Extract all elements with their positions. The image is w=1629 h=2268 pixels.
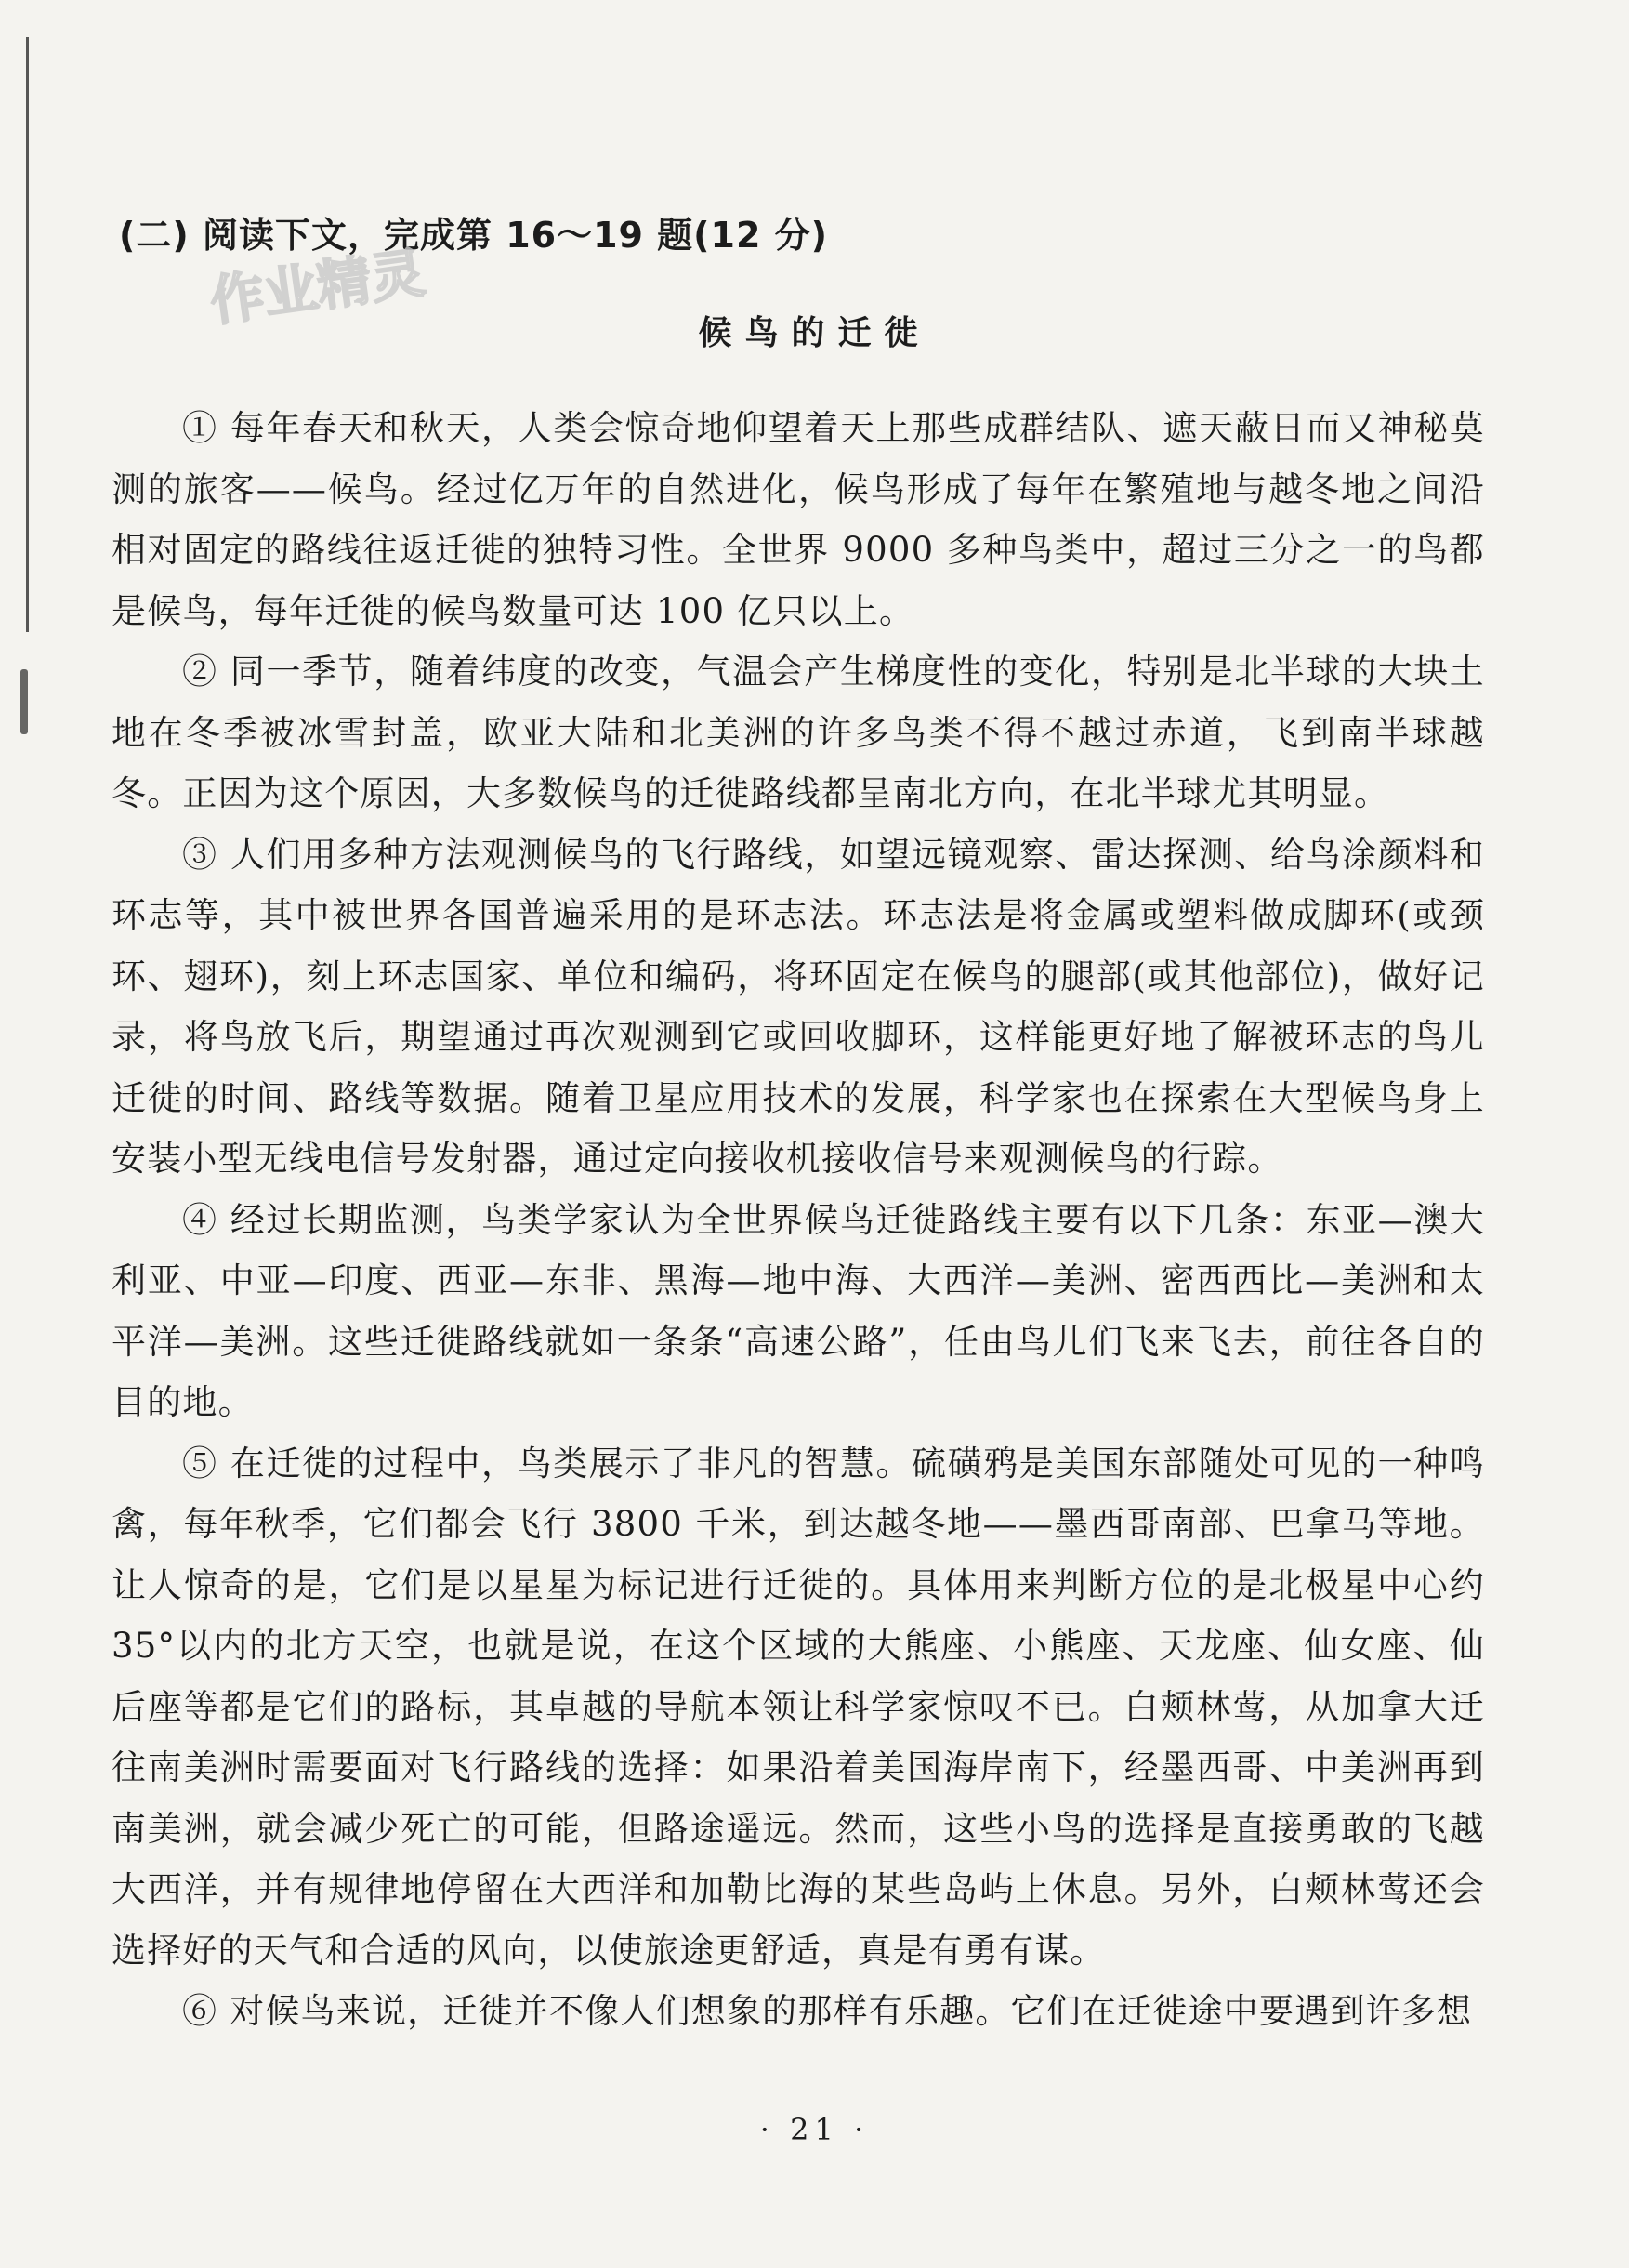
paragraph-3: ③ 人们用多种方法观测候鸟的飞行路线，如望远镜观察、雷达探测、给鸟涂颜料和环志等，其中被世界各国普遍采用的是环志法。环志法是将金属或塑料做成脚环(或颈环、翅环)，刻上环志国家、单位和编码，将环固定在候鸟的腿部(或其他部位)，做好记录，将鸟放飞后，期望通过再次观测到它或回收脚环，这样能更好地了解被环志的鸟儿迁徙的时间、路线等数据。随着卫星应用技术的发展，科学家也在探索在大型候鸟身上安装小型无线电信号发射器，通过定向接收机接收信号来观测候鸟的行踪。	[112, 834, 1485, 1179]
paragraph-6: ⑥ 对候鸟来说，迁徙并不像人们想象的那样有乐趣。它们在迁徙途中要遇到许多想	[182, 1991, 1473, 2031]
paragraph-2: ② 同一季节，随着纬度的改变，气温会产生梯度性的变化，特别是北半球的大块土地在冬季被冰雪封盖，欧亚大陆和北美洲的许多鸟类不得不越过赤道，飞到南半球越冬。正因为这个原因，大多数候鸟的迁徙路线都呈南北方向，在北半球尤其明显。	[112, 652, 1485, 813]
watermark-logo: 作业精灵	[206, 241, 429, 334]
paragraph-1: ① 每年春天和秋天，人类会惊奇地仰望着天上那些成群结队、遮天蔽日而又神秘莫测的旅客——候鸟。经过亿万年的自然进化，候鸟形成了每年在繁殖地与越冬地之间沿相对固定的路线往返迁徙的独特习性。全世界 9000 多种鸟类中，超过三分之一的鸟都是候鸟，每年迁徙的候鸟数量可达 100 亿只以上。	[112, 408, 1485, 631]
paragraph-5: ⑤ 在迁徙的过程中，鸟类展示了非凡的智慧。硫磺鸦是美国东部随处可见的一种鸣禽，每年秋季，它们都会飞行 3800 千米，到达越冬地——墨西哥南部、巴拿马等地。让人惊奇的是，它们是以星星为标记进行迁徙的。具体用来判断方位的是北极星中心约 35°以内的北方天空，也就是说，在这个区域的大熊座、小熊座、天龙座、仙女座、仙后座等都是它们的路标，其卓越的导航本领让科学家惊叹不已。白颊林莺，从加拿大迁往南美洲时需要面对飞行路线的选择：如果沿着美国海岸南下，经墨西哥、中美洲再到南美洲，就会减少死亡的可能，但路途遥远。然而，这些小鸟的选择是直接勇敢的飞越大西洋，并有规律地停留在大西洋和加勒比海的某些岛屿上休息。另外，白颊林莺还会选择好的天气和合适的风向，以使旅途更舒适，真是有勇有谋。	[112, 1443, 1485, 1971]
paragraph-4: ④ 经过长期监测，鸟类学家认为全世界候鸟迁徙路线主要有以下几条：东亚—澳大利亚、中亚—印度、西亚—东非、黑海—地中海、大西洋—美洲、密西西比—美洲和太平洋—美洲。这些迁徙路线就如一条条“高速公路”，任由鸟儿们飞来飞去，前往各自的目的地。	[112, 1199, 1485, 1422]
article-body	[112, 398, 1485, 2042]
binding-mark	[20, 669, 28, 734]
section-heading: (二) 阅读下文，完成第 16～19 题(12 分)	[119, 215, 829, 256]
page-number: · 21 ·	[759, 2112, 870, 2147]
article-title: 候鸟的迁徙	[698, 314, 931, 352]
